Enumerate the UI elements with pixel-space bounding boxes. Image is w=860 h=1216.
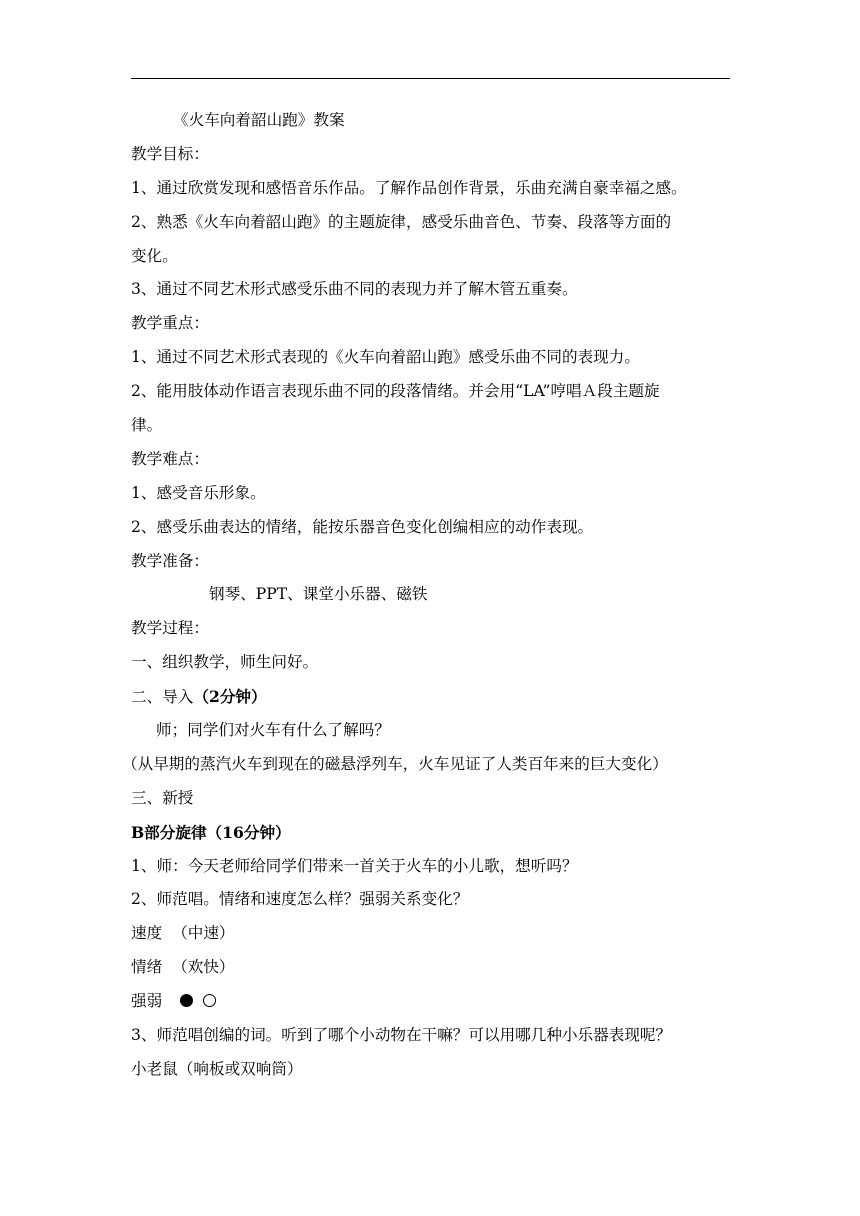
section-b-item: 2、师范唱。情绪和速度怎么样？强弱关系变化？ xyxy=(131,890,469,909)
difficulty-item: 2、感受乐曲表达的情绪，能按乐器音色变化创编相应的动作表现。 xyxy=(131,517,594,536)
section-b-heading: B部分旋律（16分钟） xyxy=(131,822,291,842)
speed-label: 速度 xyxy=(131,924,163,943)
speed-row xyxy=(131,917,731,951)
section-b-item: 3、师范唱创编的词。听到了哪个小动物在干嘛？可以用哪几种小乐器表现呢？ xyxy=(131,1026,672,1045)
dynamics-row xyxy=(131,985,731,1019)
objective-item: 2、熟悉《火车向着韶山跑》的主题旋律，感受乐曲音色、节奏、段落等方面的 xyxy=(131,212,672,231)
difficulties-heading: 教学难点： xyxy=(131,449,209,468)
key-point-item: 1、通过不同艺术形式表现的《火车向着韶山跑》感受乐曲不同的表现力。 xyxy=(131,348,640,367)
step-intro xyxy=(131,680,731,714)
document-title: 《火车向着韶山跑》教案 xyxy=(173,111,345,129)
header-rule xyxy=(131,78,730,79)
step-new-lesson: 三、新授 xyxy=(131,788,194,807)
preparation-heading: 教学准备： xyxy=(131,551,209,570)
difficulty-item: 1、感受音乐形象。 xyxy=(131,483,266,502)
objectives-heading: 教学目标： xyxy=(131,144,209,163)
mood-value: （欢快） xyxy=(172,958,235,977)
dynamics-label: 强弱 xyxy=(131,992,163,1011)
process-heading: 教学过程： xyxy=(131,619,209,638)
preparation-items: 钢琴、PPT、课堂小乐器、磁铁 xyxy=(209,585,428,604)
weak-beat-open-circle-icon xyxy=(203,994,216,1007)
step-intro-label: 二、导入 xyxy=(131,688,194,707)
mood-row xyxy=(131,951,731,985)
mood-label: 情绪 xyxy=(131,958,163,977)
key-point-item-continued: 律。 xyxy=(131,416,163,435)
speed-value: （中速） xyxy=(172,924,235,943)
objective-item-continued: 变化。 xyxy=(131,246,178,265)
document-body xyxy=(122,104,731,1087)
objective-item: 3、通过不同艺术形式感受乐曲不同的表现力并了解木管五重奏。 xyxy=(131,280,578,299)
step-intro-time: （2分钟） xyxy=(193,687,267,707)
history-note: （从早期的蒸汽火车到现在的磁悬浮列车，火车见证了人类百年来的巨大变化） xyxy=(122,754,668,773)
step-organize: 一、组织教学，师生问好。 xyxy=(131,653,319,672)
key-point-item: 2、能用肢体动作语言表现乐曲不同的段落情绪。并会用“LA”哼唱Ａ段主题旋 xyxy=(131,382,660,401)
teacher-question: 师；同学们对火车有什么了解吗？ xyxy=(156,721,390,740)
objective-item: 1、通过欣赏发现和感悟音乐作品。了解作品创作背景，乐曲充满自豪幸福之感。 xyxy=(131,178,687,197)
section-b-item: 1、师：今天老师给同学们带来一首关于火车的小儿歌，想听吗？ xyxy=(131,856,578,875)
strong-beat-filled-circle-icon xyxy=(180,994,193,1007)
mouse-line: 小老鼠（响板或双响筒） xyxy=(131,1059,303,1078)
key-points-heading: 教学重点： xyxy=(131,314,209,333)
